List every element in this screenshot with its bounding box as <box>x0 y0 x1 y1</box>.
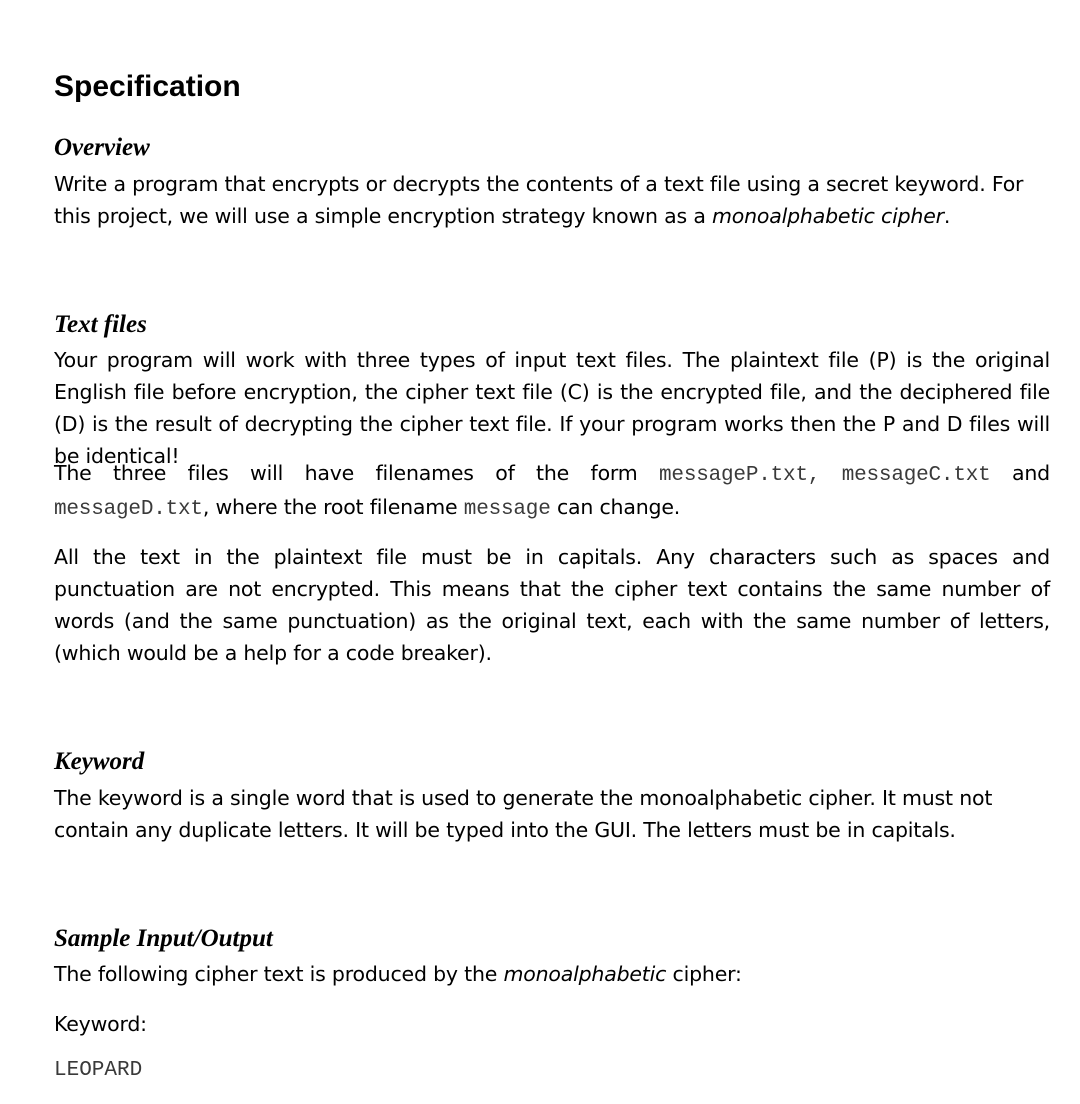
keyword-paragraph: The keyword is a single word that is used to generate the monoalphabetic cipher. It must not contain any duplicate letters. It will be typed into the GUI. The letters must be in capitals. <box>54 786 993 842</box>
sample-paragraph <box>54 958 1050 990</box>
overview-text-end: . <box>943 204 951 228</box>
sample-text: The following cipher text is produced by the <box>54 962 504 986</box>
filename-p: messageP.txt, <box>659 464 821 487</box>
filename-d: messageD.txt <box>54 498 203 521</box>
keyword-label: Keyword: <box>54 1012 147 1036</box>
filenames-end: can change. <box>550 495 681 519</box>
sample-text-end: cipher: <box>666 962 742 986</box>
page-title: Specification <box>54 70 241 103</box>
text-files-paragraph-2-line-2 <box>54 491 1050 526</box>
filenames-root-text: , where the root filename <box>202 495 464 519</box>
overview-emphasis: monoalphabetic cipher <box>712 204 944 228</box>
overview-paragraph <box>54 168 1050 232</box>
filename-root: message <box>463 498 551 521</box>
sample-heading: Sample Input/Output <box>54 925 273 952</box>
keyword-heading: Keyword <box>54 748 145 775</box>
overview-text: Write a program that encrypts or decrypts the contents of a text file using a secret keyword. For this project, we will use a simple encryption strategy known as a <box>54 172 1024 228</box>
text-files-paragraph-1: Your program will work with three types of input text files. The plaintext file (P) is the original English file before encryption, the cipher text file (C) is the encrypted file, and the deciphered file (D) is the result of decrypting the cipher text file. If your program works then the P and D files will be identical! <box>54 348 1050 468</box>
filenames-intro: The three files will have filenames of the form <box>54 461 660 485</box>
overview-heading: Overview <box>54 134 150 161</box>
text-files-paragraph-2-line-1 <box>54 457 1050 492</box>
keyword-value: LEOPARD <box>54 1059 143 1082</box>
filename-c: messageC.txt <box>841 464 991 487</box>
text-files-paragraph-3: All the text in the plaintext file must be in capitals. Any characters such as spaces and punctuation are not encrypted. This means that the cipher text contains the same number of words (and the same punctuation) as the original text, each with the same number of letters, (which would be a help for a code breaker). <box>54 545 1050 665</box>
text-files-heading: Text files <box>54 311 147 338</box>
filenames-and: and <box>990 461 1050 485</box>
sample-emphasis: monoalphabetic <box>503 962 667 986</box>
